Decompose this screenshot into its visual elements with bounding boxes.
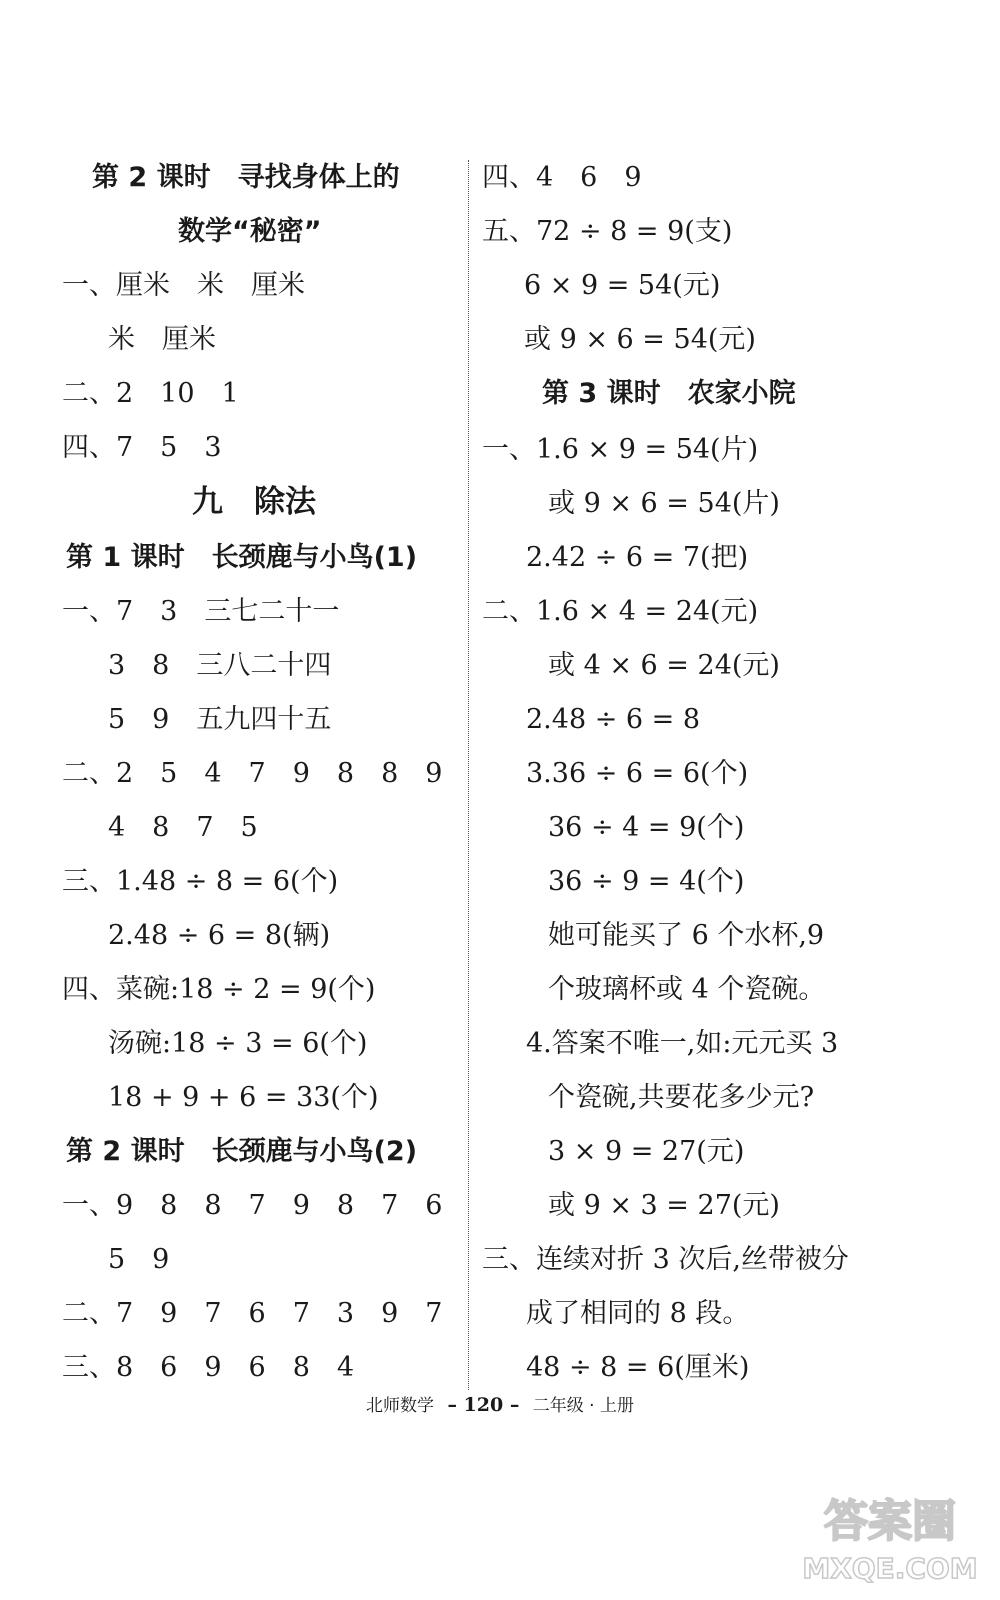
page-number: – 120 – [447,1394,520,1416]
answer-line: 个玻璃杯或 4 个瓷碗。 [548,974,826,1005]
answer-line: 四、4 6 9 [482,162,642,193]
answer-line: 一、1.6 × 9 = 54(片) [482,434,759,465]
answer-line: 成了相同的 8 段。 [526,1298,750,1329]
answer-line: 三、1.48 ÷ 8 = 6(个) [62,866,339,897]
answer-line: 或 9 × 3 = 27(元) [548,1190,780,1221]
answer-line: 18 + 9 + 6 = 33(个) [108,1082,379,1113]
chapter-title: 九 除法 [192,484,316,520]
answer-line: 二、1.6 × 4 = 24(元) [482,596,759,627]
answer-line: 5 9 [108,1244,170,1275]
answer-line: 二、2 5 4 7 9 8 8 9 [62,758,443,789]
watermark-text: 答案圈 [824,1496,956,1547]
answer-line: 或 4 × 6 = 24(元) [548,650,780,681]
answer-line: 4.答案不唯一,如:元元买 3 [526,1028,839,1059]
footer-subject: 北师数学 [366,1396,435,1416]
answer-line: 一、7 3 三七二十一 [62,596,340,627]
answer-line: 36 ÷ 4 = 9(个) [548,812,745,843]
lesson-title: 第 3 课时 农家小院 [542,378,796,409]
answer-line: 她可能买了 6 个水杯,9 [548,920,825,951]
footer-grade: 二年级 · 上册 [532,1396,634,1416]
watermark-url: MXQE.COM [802,1552,978,1585]
answer-line: 2.48 ÷ 6 = 8 [526,704,701,735]
answer-line: 个瓷碗,共要花多少元? [548,1082,815,1113]
answer-line: 汤碗:18 ÷ 3 = 6(个) [108,1028,368,1059]
answer-line: 6 × 9 = 54(元) [524,270,721,301]
watermark-logo [795,1478,985,1593]
answer-line: 一、9 8 8 7 9 8 7 6 [62,1190,443,1221]
page-footer [0,1390,1000,1420]
answer-line: 3 8 三八二十四 [108,650,332,681]
column-divider [468,160,469,1390]
answer-line: 5 9 五九四十五 [108,704,332,735]
answer-line: 二、2 10 1 [62,378,239,409]
lesson-title: 第 2 课时 寻找身体上的 [92,162,400,193]
lesson-title-cont: 数学“秘密” [178,216,322,247]
answer-line: 3 × 9 = 27(元) [548,1136,745,1167]
answer-line: 2.48 ÷ 6 = 8(辆) [108,920,331,951]
answer-line: 米 厘米 [108,324,216,355]
lesson-title: 第 1 课时 长颈鹿与小鸟(1) [66,542,418,573]
answer-line: 五、72 ÷ 8 = 9(支) [482,216,733,247]
answer-line: 48 ÷ 8 = 6(厘米) [526,1352,750,1383]
answer-line: 四、7 5 3 [62,432,222,463]
answer-line: 2.42 ÷ 6 = 7(把) [526,542,749,573]
answer-line: 3.36 ÷ 6 = 6(个) [526,758,749,789]
answer-line: 或 9 × 6 = 54(片) [548,488,780,519]
answer-line: 或 9 × 6 = 54(元) [524,324,756,355]
answer-line: 一、厘米 米 厘米 [62,270,305,301]
answer-line: 四、菜碗:18 ÷ 2 = 9(个) [62,974,376,1005]
answer-line: 三、连续对折 3 次后,丝带被分 [482,1244,849,1275]
answer-line: 三、8 6 9 6 8 4 [62,1352,355,1383]
answer-line: 4 8 7 5 [108,812,258,843]
lesson-title: 第 2 课时 长颈鹿与小鸟(2) [66,1136,418,1167]
answer-line: 36 ÷ 9 = 4(个) [548,866,745,897]
answer-line: 二、7 9 7 6 7 3 9 7 [62,1298,443,1329]
